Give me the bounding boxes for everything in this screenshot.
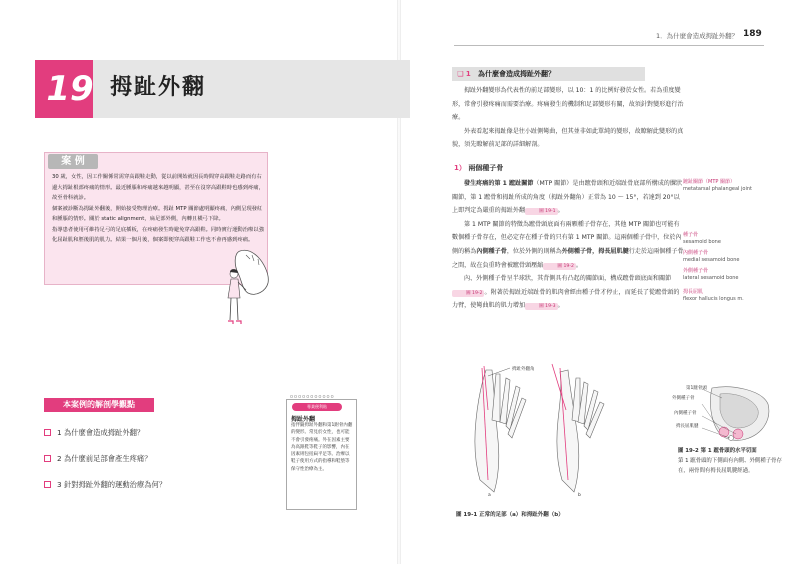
margin-note-english: metatarsal phalangeal joint	[683, 186, 752, 192]
para-text: （拇趾外翻角）	[545, 193, 588, 201]
question-3[interactable]	[44, 480, 166, 490]
woman-with-heels-illustration	[222, 268, 252, 328]
question-1[interactable]	[44, 428, 144, 438]
term-medial-sesamoid: 內側種子骨	[476, 247, 507, 255]
learning-points-banner: 本案例的解剖學觀點	[44, 398, 154, 412]
subsection-title: 兩個種子骨	[468, 164, 504, 172]
margin-note-term: 蹠趾關節（MTP 關節）	[683, 179, 735, 185]
page-number: 189	[743, 29, 762, 39]
figure-label: 外側種子骨	[672, 396, 695, 401]
margin-note	[683, 268, 793, 282]
question-label: 2 為什麼前足部會產生疼痛？	[57, 454, 152, 463]
case-paragraph: 個案被診斷為拇趾外翻後，開始接受物理治療。拇趾 MTP 關節處明顯疼痛，內側呈現發紅和腫脹的情形。關於 static alignment，扁足部外側，內轉且橫弓下降。	[52, 205, 263, 222]
figure-label: 第1蹠骨頭	[686, 386, 707, 391]
checkbox-icon	[44, 455, 51, 462]
margin-note-english: flexor hallucis longus m.	[683, 296, 744, 302]
header-rule	[454, 45, 764, 46]
figure-label: 拇趾外翻角	[512, 367, 535, 372]
margin-note-english: lateral sesamoid bone	[683, 275, 739, 281]
para-text: 。	[557, 207, 564, 215]
para-text: 。附著於拇趾近端趾骨的肌肉會經由種子骨才停止，而延長了從蹠骨頭的力臂，使彎曲肌的肌力增加	[452, 288, 680, 310]
para-text: 行走於這兩個種子骨之間，故在負重時會被蹠骨頭壓縮	[452, 247, 684, 269]
margin-note	[683, 179, 793, 193]
section-title: 為什麼會造成拇趾外翻？	[478, 70, 555, 78]
question-label: 1 為什麼會造成拇趾外翻？	[57, 428, 145, 437]
figure-label: a	[488, 493, 491, 498]
case-tag: 案 例	[48, 154, 98, 169]
body-paragraphs	[452, 177, 684, 313]
running-head: 1．為什麼會造成拇趾外翻？	[656, 32, 739, 40]
figure-ref[interactable]: 圖 19-2	[543, 263, 575, 270]
figure-19-2-caption	[678, 447, 783, 476]
para-text: 。	[557, 302, 564, 310]
margin-note-english: sesamoid bone	[683, 239, 721, 245]
checkbox-icon	[44, 429, 51, 436]
figure-caption-title: 圖 19-2 第 1 蹠骨頭的水平切面	[678, 448, 757, 454]
chapter-number: 19	[46, 69, 94, 109]
margin-note-term: 內側種子骨	[683, 250, 709, 256]
para-text: ，位於外側的則稱為	[506, 247, 562, 255]
term-fhl: ，拇長屈肌腱	[592, 247, 629, 255]
margin-note	[683, 289, 793, 303]
chapter-title: 拇趾外翻	[110, 75, 207, 100]
intro-text	[452, 84, 684, 152]
figure-label: 內側種子骨	[674, 411, 697, 416]
case-text	[52, 172, 264, 246]
para-text: 。	[575, 261, 582, 269]
margin-note	[683, 232, 793, 246]
subsection-number: 1）	[454, 164, 466, 172]
margin-note-term: 種子骨	[683, 232, 699, 238]
figure-19-1-feet-skeleton	[452, 360, 612, 505]
para-text: （MTP 關節）是由蹠骨頭和近端趾骨底部所構成的髁狀關節，第 1 蹠骨和拇趾所成的角度	[452, 180, 683, 201]
margin-note-term: 外側種子骨	[683, 268, 709, 274]
figure-caption-body: 第 1 蹠骨頭的下側面有內側、外側種子骨存在，兩骨間有拇長屈肌腱經過。	[678, 457, 782, 474]
subsection-heading	[454, 163, 503, 173]
section-number: ❑ 1	[457, 70, 471, 78]
question-label: 3 針對拇趾外翻的運動治療為何？	[57, 480, 167, 489]
term-mtp: 發生疼痛的第 1 蹠趾關節	[464, 180, 534, 187]
figure-label: b	[578, 493, 581, 498]
margin-note-english: medial sesamoid bone	[683, 257, 740, 263]
intro-paragraph: 外表看起來拇趾像是往小趾側彎曲，但其並非如此單純的變形，故瞭解此變形的真貌，須先瞭解前足部的詳細解剖。	[452, 127, 684, 149]
case-paragraph: 30 歲，女性，因工作關係常需穿高跟鞋走動，從以前開始就因長時間穿高跟鞋走路而有右邊大拇趾根部疼痛的情形。最近腫脹和疼痛越來越明顯，甚至在沒穿高跟鞋時也感到疼痛，故至骨科就診。	[52, 174, 264, 201]
margin-note-term: 拇長屈肌	[683, 289, 704, 295]
figure-ref[interactable]: 圖 19-2	[452, 290, 484, 297]
para-text: 內、外側種子骨呈半球狀，其背側具有凸起的關節面，構成蹠骨頭底面和關節	[464, 275, 672, 283]
note-tag: 專業便利貼	[292, 403, 342, 411]
term-lateral-sesamoid: 外側種子骨	[561, 247, 593, 255]
paragraph-leverage	[452, 272, 684, 313]
note-body: 指伴隨拇趾外翻和第1跗骨內翻的變形。常見於女性，也可能不會引發疼痛。外在因素主要為高跟鞋等鞋子的影響，內在因素則包括扁平足等。治療以鞋子使用方式的指導和鞋墊等保守性治療為主。	[291, 423, 353, 472]
intro-paragraph: 拇趾外翻變形為代表性的前足部變形，以 10：1 的比例好發於女性。若為重度變形，常會引發疼痛而需要治療。疼痛發生的機制和足部變形有關，故須針對變形進行治療。	[452, 87, 684, 122]
figure-19-1-caption: 圖 19-1 正常的足部（a）和拇趾外翻（b）	[456, 512, 564, 518]
figure-ref[interactable]: 圖 19-3	[525, 303, 557, 310]
question-2[interactable]	[44, 454, 152, 464]
para-text: 正常為 10 ～ 15°，若達到 20°以上即判定為嚴重的拇趾外翻	[452, 193, 680, 215]
spiral-binding-icon: ooooooooooo	[290, 394, 335, 400]
figure-ref[interactable]: 圖 19-1	[525, 208, 557, 215]
case-paragraph: 指導患者使用可維持足弓的足底插板，在疼痛發生時避免穿高跟鞋。同時實行運動治療以強化屈趾肌和脛後肌的肌力。結果一個月後，個案即便穿高跟鞋工作也不會再感到疼痛。	[52, 226, 264, 243]
para-text: 第 1 MTP 關節的特徵為蹠骨頭底面有兩顆種子骨存在，其他 MTP 關節也可能有數個種子骨存在，但必定存在種子骨的只有第 1 MTP 關節。這兩個種子骨中，位於內側的稱為	[452, 220, 682, 255]
margin-note	[683, 250, 793, 264]
note-title: 拇趾外翻	[291, 416, 316, 423]
paragraph-mtp	[452, 177, 684, 218]
figure-label: 拇長屈肌腱	[676, 424, 699, 429]
checkbox-icon	[44, 481, 51, 488]
paragraph-sesamoid	[452, 218, 684, 272]
